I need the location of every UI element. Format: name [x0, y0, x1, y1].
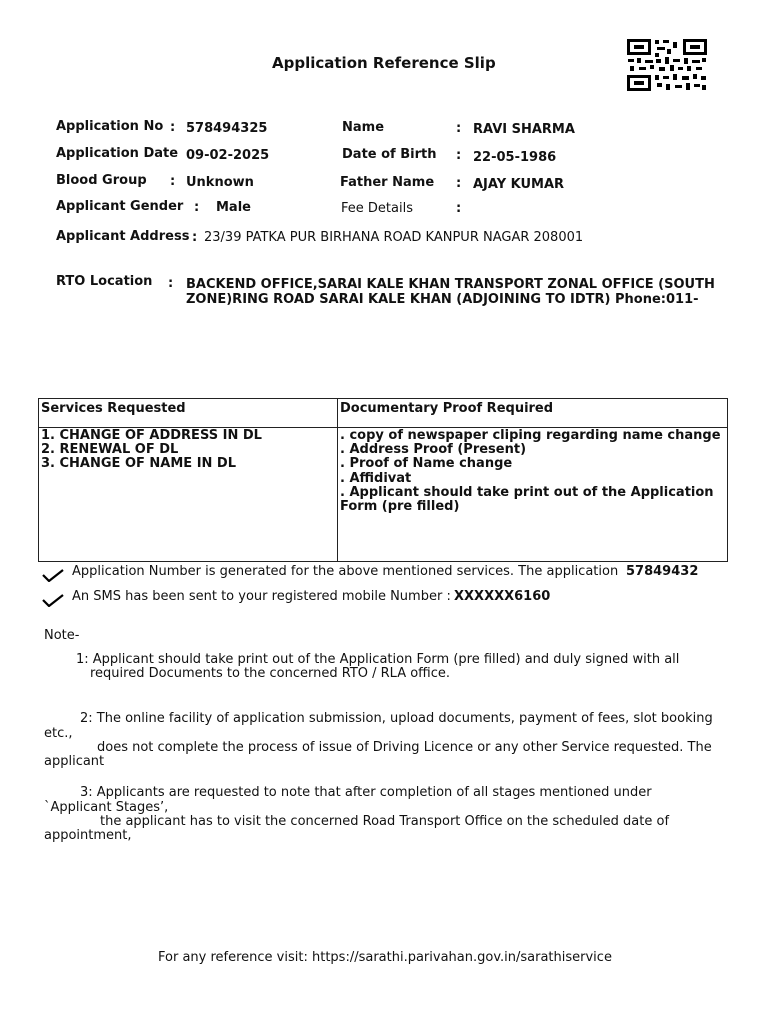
page-title: Application Reference Slip	[272, 54, 496, 72]
checkmark-icon	[42, 593, 64, 607]
note-1-line-2: required Documents to the concerned RTO / RLA office.	[90, 666, 451, 681]
colon: :	[456, 148, 462, 163]
rto-location-label: RTO Location	[56, 274, 153, 289]
application-no-label: Application No	[56, 119, 164, 134]
list-item: . Affidivat	[340, 470, 412, 486]
services-table	[38, 398, 728, 562]
address-label: Applicant Address	[56, 229, 190, 244]
address-value: 23/39 PATKA PUR BIRHANA ROAD KANPUR NAGAR 208001	[204, 230, 584, 245]
list-item: . copy of newspaper cliping regarding name change	[340, 428, 721, 443]
list-item: Form (pre filled)	[340, 499, 460, 515]
note-2-line-4: applicant	[44, 754, 105, 769]
confirmation-application-number: 57849432	[626, 564, 699, 579]
list-item: . Address Proof (Present)	[340, 442, 527, 458]
note-2-line-3: does not complete the process of issue of Driving Licence or any other Service requested. The	[97, 740, 712, 755]
note-2-line-1: 2: The online facility of application submission, upload documents, payment of fees, slot booking	[80, 711, 713, 726]
application-date-value: 09-02-2025	[186, 148, 270, 163]
application-date-label: Application Date	[56, 146, 179, 161]
colon: :	[170, 174, 176, 189]
colon: :	[456, 176, 462, 191]
gender-value: Male	[216, 200, 251, 215]
list-item: . Applicant should take print out of the Application	[340, 484, 714, 500]
blood-group-label: Blood Group	[56, 173, 147, 188]
rto-location-line1: BACKEND OFFICE,SARAI KALE KHAN TRANSPORT ZONAL OFFICE (SOUTH	[186, 277, 715, 292]
colon: :	[456, 201, 462, 216]
qr-code-icon	[626, 38, 708, 92]
name-value: RAVI SHARMA	[473, 122, 575, 137]
colon: :	[194, 200, 200, 215]
list-item: 2. RENEWAL OF DL	[41, 442, 179, 458]
gender-label: Applicant Gender	[56, 199, 184, 214]
documents-header: Documentary Proof Required	[340, 401, 554, 416]
services-header: Services Requested	[41, 401, 186, 416]
note-3-line-3: the applicant has to visit the concerned Road Transport Office on the scheduled date of	[100, 814, 670, 829]
application-no-value: 578494325	[186, 121, 268, 136]
footer-reference-link[interactable]: For any reference visit: https://sarathi.parivahan.gov.in/sarathiservice	[158, 950, 612, 965]
table-column-divider	[337, 399, 338, 561]
note-2-line-2: etc.,	[44, 726, 73, 741]
note-3-line-4: appointment,	[44, 828, 132, 843]
services-list	[41, 429, 262, 472]
name-label: Name	[342, 120, 385, 135]
documents-list	[340, 429, 721, 514]
list-item: . Proof of Name change	[340, 456, 513, 472]
father-name-label: Father Name	[340, 175, 435, 190]
fee-details-label: Fee Details	[341, 201, 413, 216]
colon: :	[168, 276, 174, 291]
list-item: 1. CHANGE OF ADDRESS IN DL	[41, 428, 262, 443]
note-heading: Note-	[44, 628, 80, 643]
note-1-line-1: 1: Applicant should take print out of the Application Form (pre filled) and duly signed with all	[76, 652, 680, 667]
confirmation-application-text: Application Number is generated for the above mentioned services. The application	[72, 564, 619, 579]
dob-value: 22-05-1986	[473, 150, 557, 165]
colon: :	[192, 230, 198, 245]
confirmation-mobile-number: XXXXXX6160	[454, 589, 551, 604]
colon: :	[170, 120, 176, 135]
list-item: 3. CHANGE OF NAME IN DL	[41, 456, 237, 472]
colon: :	[456, 121, 462, 136]
confirmation-sms-text: An SMS has been sent to your registered mobile Number :	[72, 589, 451, 604]
blood-group-value: Unknown	[186, 175, 254, 190]
dob-label: Date of Birth	[342, 147, 437, 162]
checkmark-icon	[42, 568, 64, 582]
father-name-value: AJAY KUMAR	[473, 177, 565, 192]
rto-location-line2: ZONE)RING ROAD SARAI KALE KHAN (ADJOINING TO IDTR) Phone:011-	[186, 292, 699, 307]
note-3-line-2: `Applicant Stages’,	[44, 800, 169, 815]
note-3-line-1: 3: Applicants are requested to note that after completion of all stages mentioned under	[80, 785, 652, 800]
